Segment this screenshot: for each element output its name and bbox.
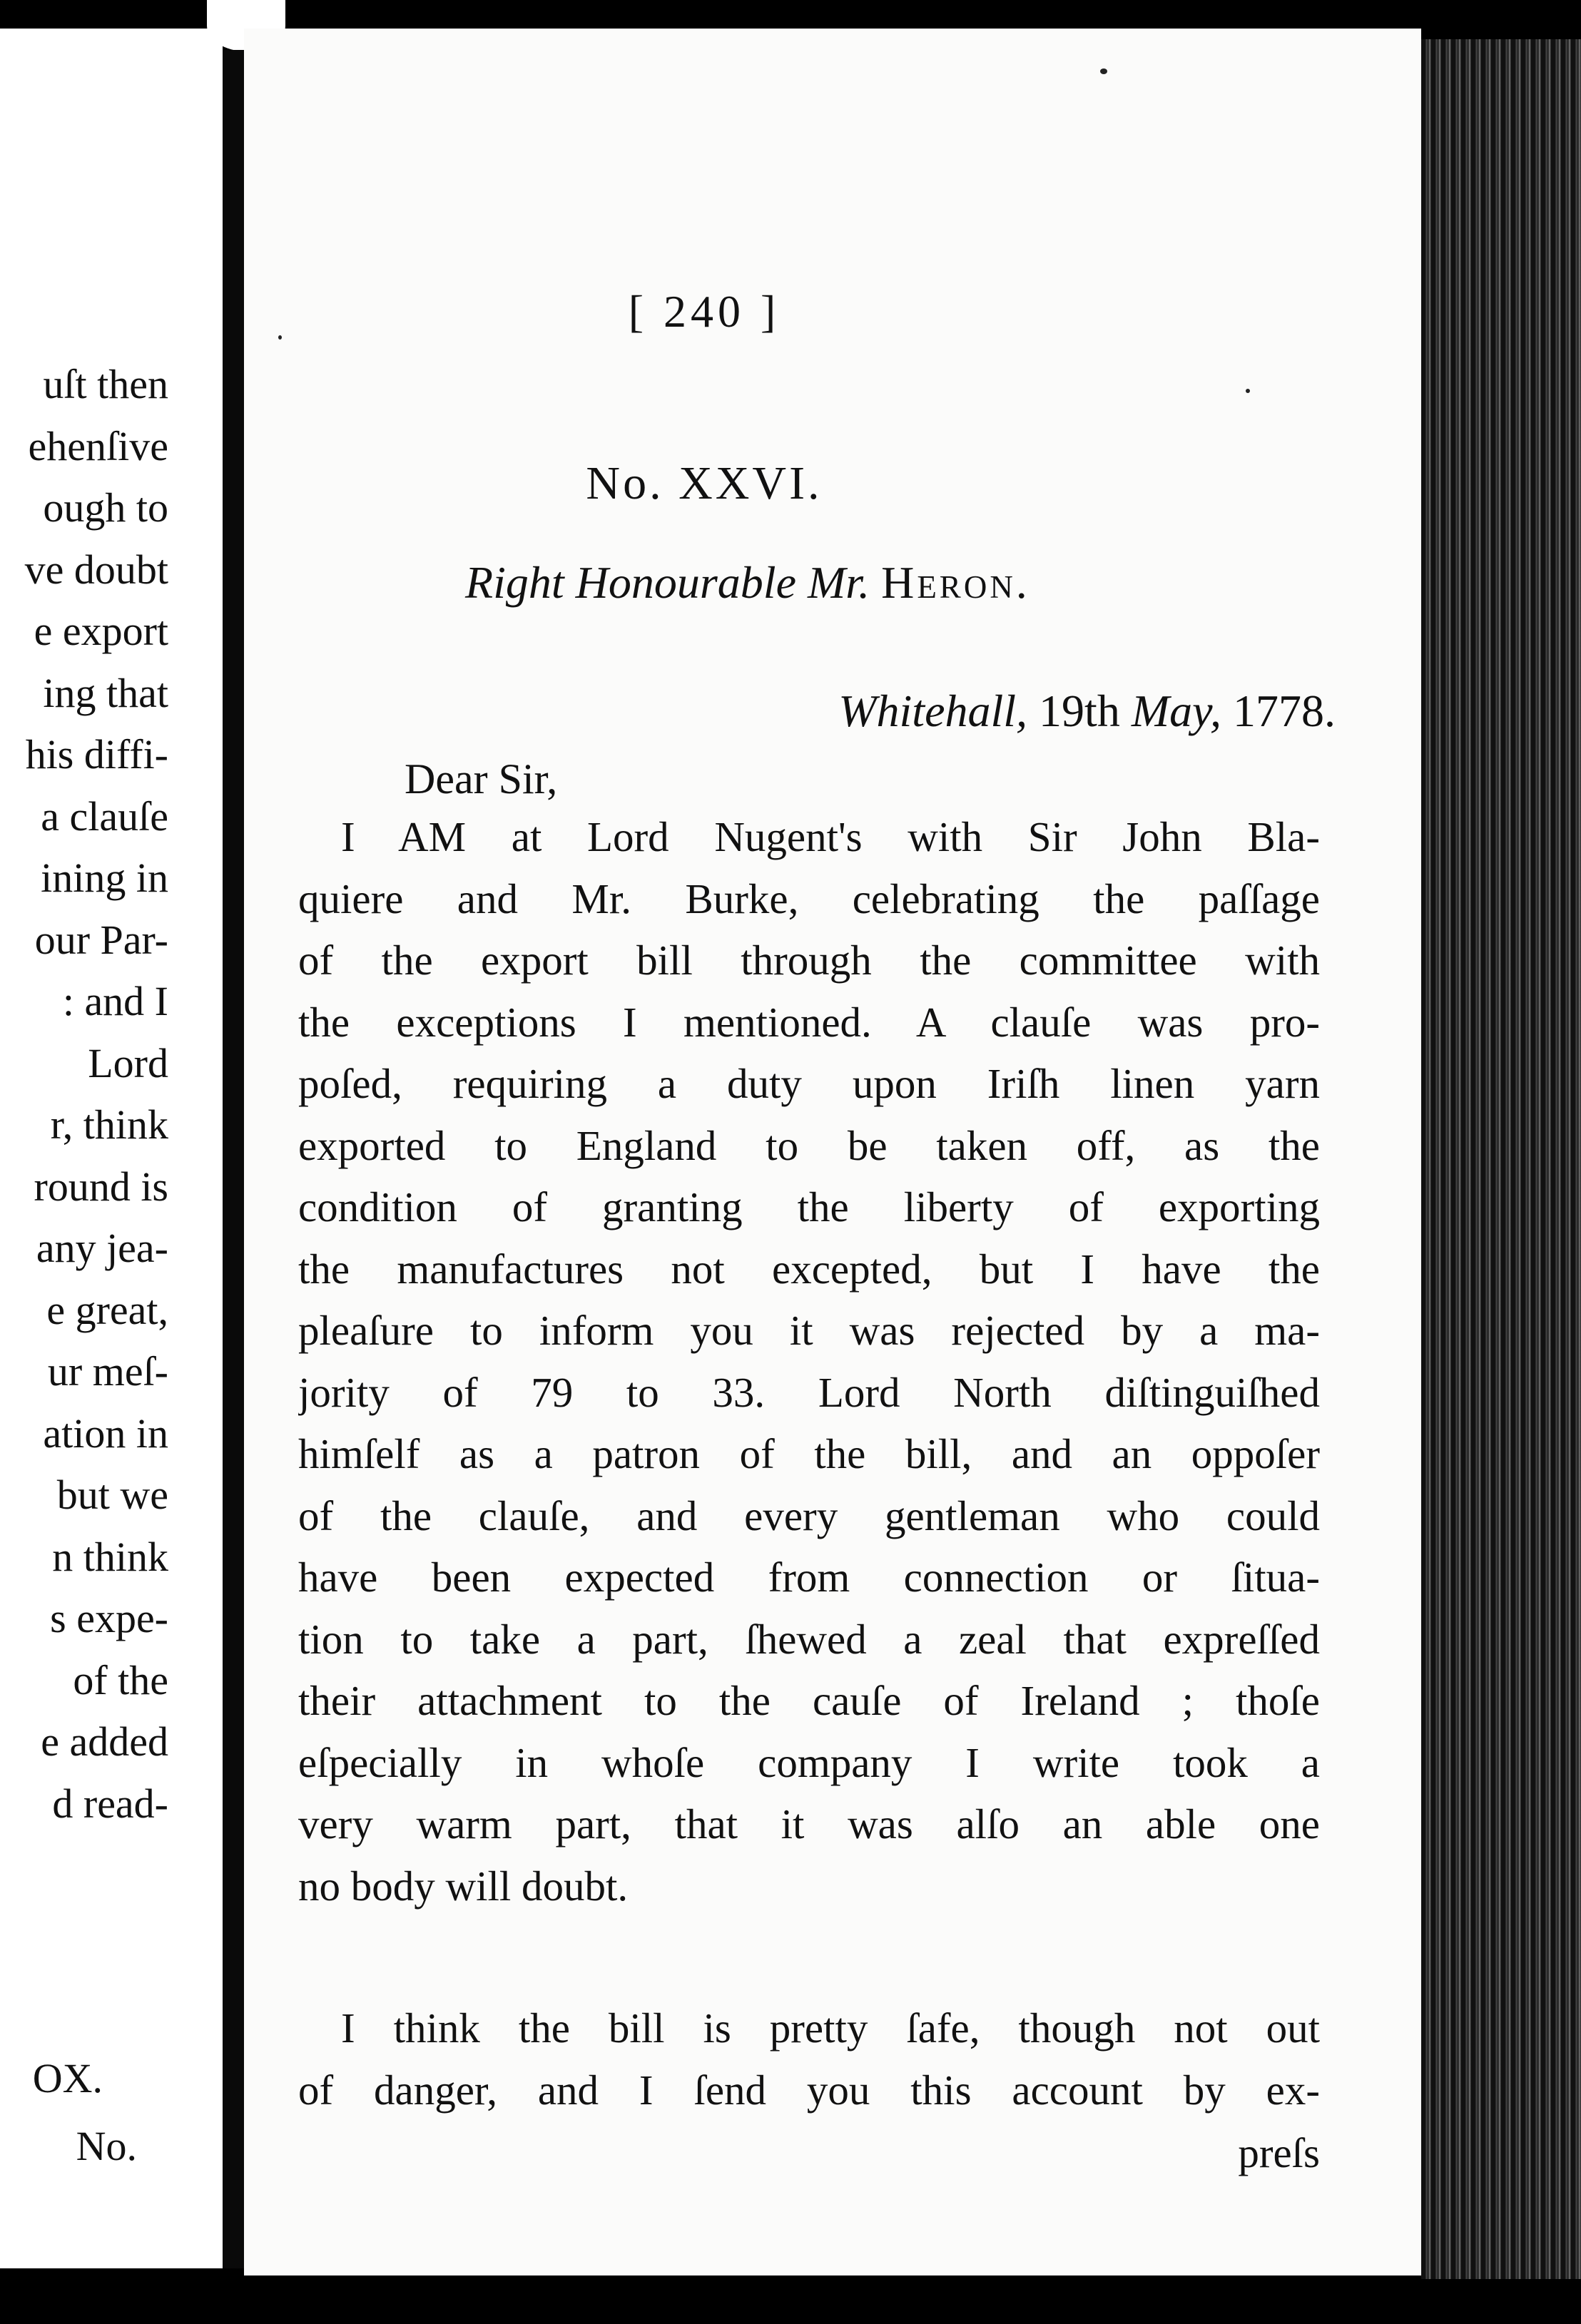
facing-page-catchword: No. xyxy=(76,2123,137,2169)
letter-line: the exceptions I mentioned. A clauſe was pro- xyxy=(298,998,1320,1046)
facing-page-line: round is xyxy=(34,1163,168,1210)
dateline xyxy=(838,685,1336,738)
letter-line: very warm part, that it was alſo an able one xyxy=(298,1800,1320,1848)
salutation: Dear Sir, xyxy=(405,755,558,802)
letter-line: tion to take a part, ſhewed a zeal that expreſſed xyxy=(298,1615,1320,1663)
catchword: preſs xyxy=(1238,2129,1320,2176)
ink-speck xyxy=(278,335,282,340)
facing-page-line: uſt then xyxy=(43,361,168,407)
page-block-edge xyxy=(1421,39,1581,2279)
facing-page-line: any jea- xyxy=(36,1225,168,1271)
facing-page-line: ation in xyxy=(43,1410,168,1457)
addressee-title: Right Honourable Mr. xyxy=(465,557,870,608)
letter-line: himſelf as a patron of the bill, and an oppoſer xyxy=(298,1430,1320,1477)
letter-line: of danger, and I ſend you this account by ex- xyxy=(298,2066,1320,2114)
letter-line: of the clauſe, and every gentleman who could xyxy=(298,1492,1320,1539)
addressee-name: Heron. xyxy=(881,557,1030,608)
facing-page-line: a clauſe xyxy=(41,792,168,840)
letter-line: poſed, requiring a duty upon Iriſh linen yarn xyxy=(298,1060,1320,1107)
facing-page-line: Lord xyxy=(88,1039,168,1086)
letter-line: have been expected from connection or ſitua- xyxy=(298,1554,1320,1601)
dateline-place: Whitehall, xyxy=(838,686,1028,736)
facing-page-line: s expe- xyxy=(50,1595,168,1641)
letter-line: of the export bill through the committee with xyxy=(298,937,1320,984)
addressee xyxy=(465,556,1030,609)
facing-page-line: e export xyxy=(34,608,168,654)
letter-line: exported to England to be taken off, as the xyxy=(298,1121,1320,1169)
letter-paragraph-1 xyxy=(298,806,1320,1917)
facing-page-line: his diffi- xyxy=(25,731,168,778)
letter-line: condition of granting the liberty of exporting xyxy=(298,1183,1320,1230)
letter-line: no body will doubt. xyxy=(298,1862,629,1910)
facing-page-line: ough to xyxy=(43,484,168,531)
letter-line: I AM at Lord Nugent's with Sir John Bla- xyxy=(341,813,1320,860)
gutter xyxy=(223,50,244,2268)
page-number: [ 240 ] xyxy=(628,286,781,337)
facing-page-line: e added xyxy=(41,1718,168,1765)
letter-line: their attachment to the cauſe of Ireland ; thoſe xyxy=(298,1677,1320,1724)
facing-page-line: ehenſive xyxy=(28,422,168,469)
facing-page-line: but we xyxy=(56,1472,168,1518)
document-number: No. XXVI. xyxy=(586,457,823,509)
letter-line: quiere and Mr. Burke, celebrating the paſſage xyxy=(298,875,1320,922)
main-page xyxy=(244,29,1421,2275)
facing-page-line: n think xyxy=(52,1533,168,1580)
facing-page-line: d read- xyxy=(52,1780,168,1827)
letter-line: eſpecially in whoſe company I write took a xyxy=(298,1738,1320,1786)
facing-page-line: our Par- xyxy=(34,916,168,963)
ink-speck xyxy=(1246,389,1250,393)
facing-page-line: ing that xyxy=(43,669,168,716)
facing-page-line: : and I xyxy=(62,978,168,1024)
facing-page xyxy=(0,29,223,2268)
facing-page-line: ve doubt xyxy=(24,546,168,593)
facing-page-line: r, think xyxy=(50,1101,168,1148)
facing-page-line: e great, xyxy=(46,1286,168,1333)
letter-line: pleaſure to inform you it was rejected by a ma- xyxy=(298,1307,1320,1354)
dateline-month: May, xyxy=(1131,686,1221,736)
letter-line: I think the bill is pretty ſafe, though not out xyxy=(341,2004,1320,2052)
facing-page-line: ining in xyxy=(41,855,168,901)
catchword-row xyxy=(298,2122,1320,2184)
letter-line: jority of 79 to 33. Lord North diſtinguiſhed xyxy=(298,1368,1320,1416)
letter-line: the manufactures not excepted, but I have the xyxy=(298,1245,1320,1293)
facing-page-line: ur meſ- xyxy=(47,1348,168,1395)
ink-speck xyxy=(1100,68,1107,74)
dateline-year: 1778. xyxy=(1233,686,1336,736)
facing-page-signature-fragment: OX. xyxy=(32,2055,103,2101)
dateline-day: 19th xyxy=(1039,686,1120,736)
letter-paragraph-2 xyxy=(298,1997,1320,2121)
facing-page-line: of the xyxy=(73,1656,168,1703)
